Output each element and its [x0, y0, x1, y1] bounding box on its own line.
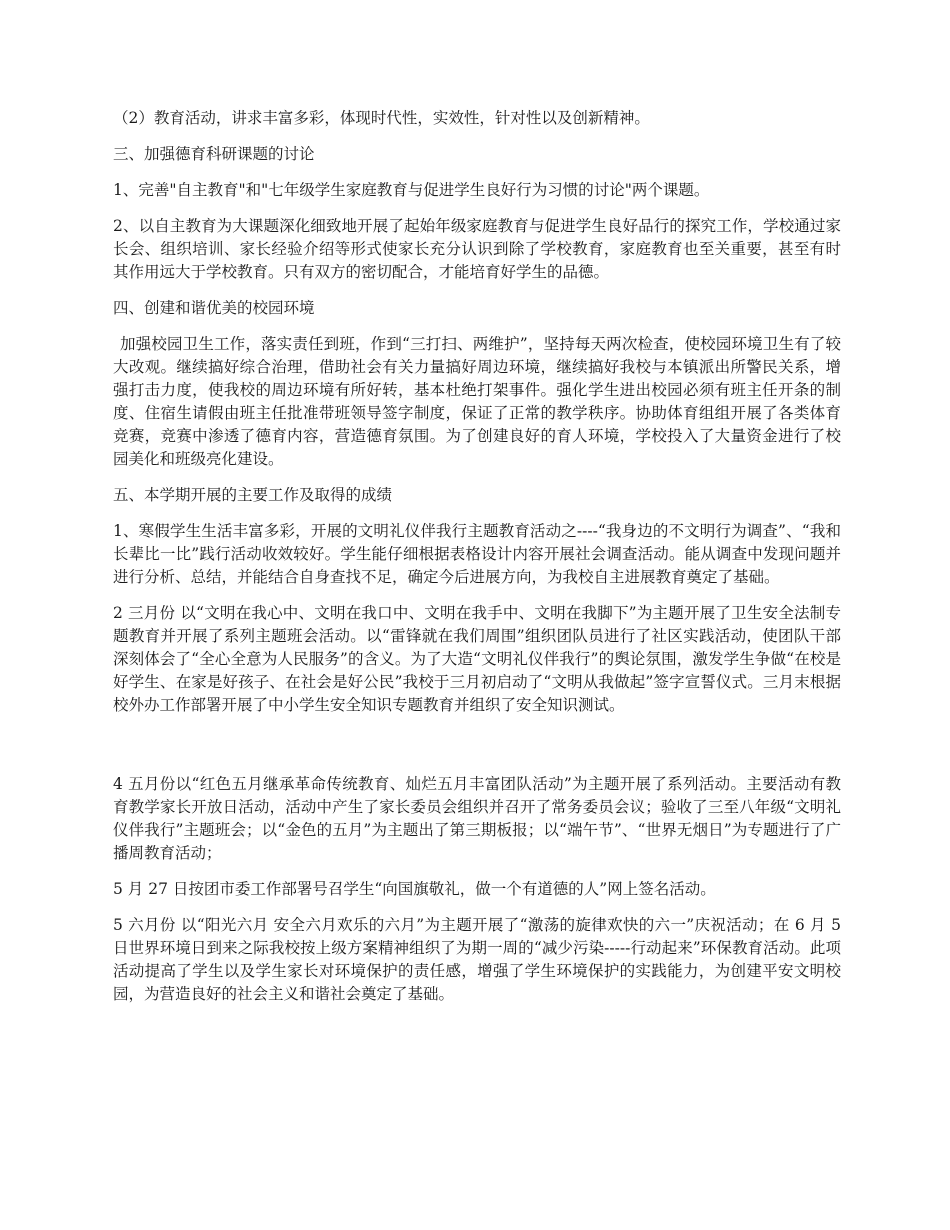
document-body: [113, 107, 841, 1019]
paragraph-education-activities: （2）教育活动，讲求丰富多彩，体现时代性，实效性，针对性以及创新精神。: [113, 109, 650, 127]
paragraph-achievement-5-may: 5 月 27 日按团市委工作部署号召学生“向国旗敬礼，做一个有道德的人”网上签名活动。: [113, 880, 716, 898]
blank-gap: [113, 730, 841, 773]
section-heading-achievements: 五、本学期开展的主要工作及取得的成绩: [113, 486, 393, 504]
paragraph-research-1: 1、完善"自主教育"和"七年级学生家庭教育与促进学生良好行为习惯的讨论"两个课题。: [113, 181, 710, 199]
paragraph-achievement-2: 2 三月份 以“文明在我心中、文明在我口中、文明在我手中、文明在我脚下”为主题开展了卫生安全法制专题教育并开展了系列主题班会活动。以“雷锋就在我们周围”组织团队员进行了社区实践活动，使团队干部深刻体会了“全心全意为人民服务”的含义。为了大造“文明礼仪伴我行”的舆论氛围，激发学生争做“在校是好学生、在家是好孩子、在社会是好公民”我校于三月初启动了“文明从我做起”签字宣誓仪式。三月末根据校外办工作部署开展了中小学生安全知识专题教育并组织了安全知识测试。: [113, 604, 841, 714]
paragraph-campus: 加强校园卫生工作，落实责任到班，作到“三打扫、两维护”，坚持每天两次检查，使校园环境卫生有了较大改观。继续搞好综合治理，借助社会有关力量搞好周边环境，继续搞好我校与本镇派出所警民关系，增强打击力度，使我校的周边环境有所好转，基本杜绝打架事件。强化学生进出校园必须有班主任开条的制度、住宿生请假由班主任批准带班领导签字制度，保证了正常的教学秩序。协助体育组组开展了各类体育竞赛，竞赛中渗透了德育内容，营造德育氛围。为了创建良好的育人环境，学校投入了大量资金进行了校园美化和班级亮化建设。: [113, 335, 841, 468]
paragraph-research-2: 2、以自主教育为大课题深化细致地开展了起始年级家庭教育与促进学生良好品行的探究工作，学校通过家长会、组织培训、家长经验介绍等形式使家长充分认识到除了学校教育，家庭教育也至关重要，甚至有时其作用远大于学校教育。只有双方的密切配合，才能培育好学生的品德。: [113, 217, 841, 281]
paragraph-achievement-1: 1、寒假学生生活丰富多彩，开展的文明礼仪伴我行主题教育活动之----“我身边的不文明行为调查”、“我和长辈比一比”践行活动收效较好。学生能仔细根据表格设计内容开展社会调查活动。能从调查中发现问题并进行分析、总结，并能结合自身查找不足，确定今后进展方向，为我校自主进展教育奠定了基础。: [113, 522, 841, 586]
paragraph-achievement-5-june: 5 六月份 以“阳光六月 安全六月欢乐的六月”为主题开展了“激荡的旋律欢快的六一”庆祝活动；在 6 月 5 日世界环境日到来之际我校按上级方案精神组织了为期一周的“减少污染-----行动起来”环保教育活动。此项活动提高了学生以及学生家长对环境保护的责任感，增强了学生环境保护的实践能力，为创建平安文明校园，为营造良好的社会主义和谐社会奠定了基础。: [113, 916, 841, 1003]
section-heading-research: 三、加强德育科研课题的讨论: [113, 145, 315, 163]
paragraph-achievement-4: 4 五月份以“红色五月继承革命传统教育、灿烂五月丰富团队活动”为主题开展了系列活动。主要活动有教育教学家长开放日活动，活动中产生了家长委员会组织并召开了常务委员会议；验收了三至八年级“文明礼仪伴我行”主题班会；以“金色的五月”为主题出了第三期板报；以“端午节”、“世界无烟日”为专题进行了广播周教育活动；: [113, 775, 841, 862]
section-heading-campus: 四、创建和谐优美的校园环境: [113, 299, 315, 317]
